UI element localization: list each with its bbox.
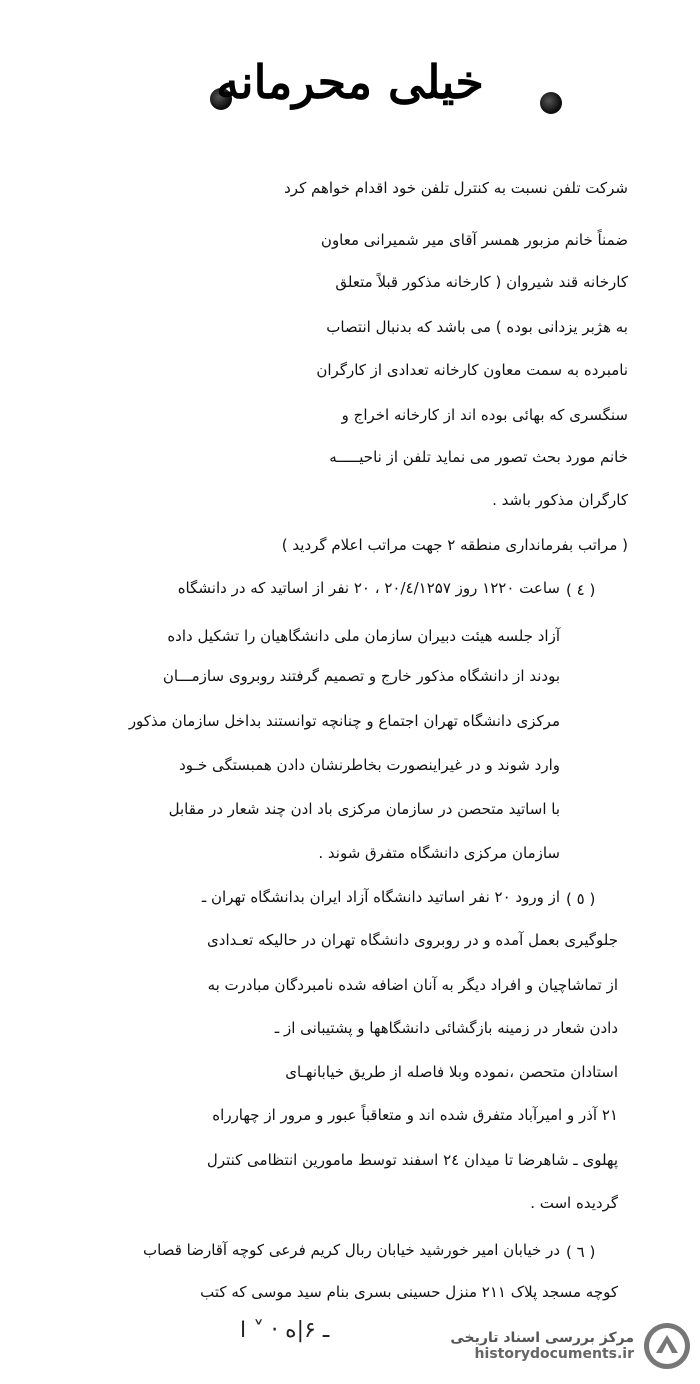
item-line: از تماشاچیان و افراد دیگر به آنان اضافه شده نامبردگان مبادرت به xyxy=(207,976,618,994)
item-line: با اساتید متحصن در سازمان مرکزی باد ادن چند شعار در مقابل xyxy=(168,800,560,818)
intro-line: سنگسری که بهائی بوده اند از کارخانه اخراج و xyxy=(341,406,628,424)
item-line: وارد شوند و در غیراینصورت بخاطرنشان دادن همبستگی خـود xyxy=(179,756,560,774)
item-number: ( ٤ ) xyxy=(566,581,596,599)
item-line: سازمان مرکزی دانشگاه متفرق شوند . xyxy=(318,844,560,862)
item-line: جلوگیری بعمل آمده و در روبروی دانشگاه تهران در حالیکه تعـدادی xyxy=(207,931,618,949)
item-line: در خیابان امیر خورشید خیابان ربال کریم فرعی کوچه آقارضا قصاب xyxy=(143,1241,560,1259)
intro-line: شرکت تلفن نسبت به کنترل تلفن خود اقدام خواهم کرد xyxy=(284,179,628,197)
intro-line: خانم مورد بحث تصور می نماید تلفن از ناحیـــــه xyxy=(329,448,628,466)
archive-name: مرکز بررسی اسناد تاریخی xyxy=(450,1330,634,1346)
archive-watermark xyxy=(412,1316,692,1376)
intro-line: ضمناً خانم مزبور همسر آقای میر شمیرانی معاون xyxy=(320,231,628,249)
intro-note: ( مراتب بفرمانداری منطقه ۲ جهت مراتب اعلام گردید ) xyxy=(281,536,628,554)
item-line: گردیده است . xyxy=(530,1194,618,1212)
item-line: پهلوی ـ شاهرضا تا میدان ۲٤ اسفند توسط مامورین انتظامی کنترل xyxy=(206,1151,618,1169)
item-line: ساعت ۱۲۲۰ روز ۲۰/٤/۱۲۵۷ ، ۲۰ نفر از اساتید که در دانشگاه xyxy=(177,579,560,597)
item-line: از ورود ۲۰ نفر اساتید دانشگاه آزاد ایران بدانشگاه تهران ـ xyxy=(201,888,560,906)
archive-logo-icon xyxy=(642,1321,692,1371)
item-line: کوچه مسجد پلاک ۲۱۱ منزل حسینی بسری بنام سید موسی که کتب xyxy=(200,1283,618,1301)
item-line: آزاد جلسه هیئت دبیران سازمان ملی دانشگاهیان را تشکیل داده xyxy=(167,627,560,645)
intro-line: کارخانه قند شیروان ( کارخانه مذکور قبلاً متعلق xyxy=(335,273,628,291)
classification-stamp: خیلی محرمانه xyxy=(216,55,484,109)
intro-line: کارگران مذکور باشد . xyxy=(492,491,628,509)
item-number: ( ٥ ) xyxy=(566,890,596,908)
item-line: ۲۱ آذر و امیرآباد متفرق شده اند و متعاقباً عبور و مرور از چهارراه xyxy=(212,1106,618,1124)
watermark-text xyxy=(450,1330,634,1362)
archive-url: historydocuments.ir xyxy=(474,1346,634,1362)
item-line: بودند از دانشگاه مذکور خارج و تصمیم گرفتند روبروی سازمـــان xyxy=(162,667,560,685)
item-number: ( ٦ ) xyxy=(566,1243,596,1261)
item-line: مرکزی دانشگاه تهران اجتماع و چنانچه توانستند بداخل سازمان مذکور xyxy=(128,712,560,730)
item-line: استادان متحصن ،نموده وبلا فاصله از طریق خیابانهـای xyxy=(285,1063,618,1081)
intro-line: به هژبر یزدانی بوده ) می باشد که بدنبال انتصاب xyxy=(326,318,628,336)
intro-line: نامبرده به سمت معاون کارخانه تعدادی از کارگران xyxy=(316,361,628,379)
item-line: دادن شعار در زمینه بازگشائی دانشگاهها و پشتیبانی از ـ xyxy=(274,1019,618,1037)
handwritten-marks: ـ ۶|ه · ˅ ا xyxy=(240,1318,330,1343)
